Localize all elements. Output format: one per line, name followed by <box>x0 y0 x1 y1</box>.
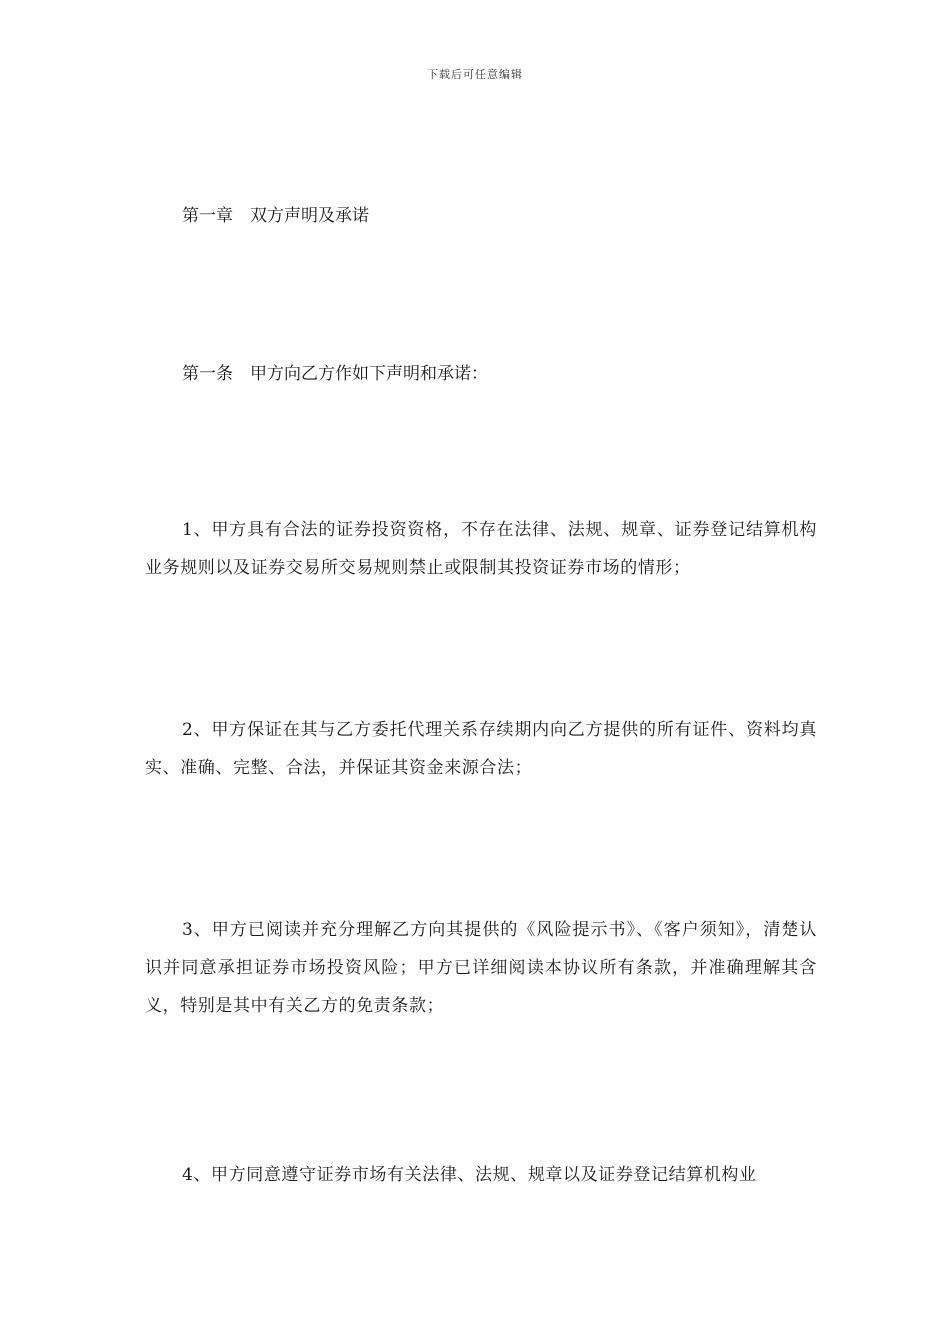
paragraph-2: 2、甲方保证在其与乙方委托代理关系存续期内向乙方提供的所有证件、资料均真实、准确、完整、合法，并保证其资金来源合法； <box>145 720 817 778</box>
chapter-title: 第一章 双方声明及承诺 <box>182 206 369 226</box>
header-note: 下载后可任意编辑 <box>427 68 523 81</box>
paragraph-3: 3、甲方已阅读并充分理解乙方向其提供的《风险提示书》、《客户须知》，清楚认识并同意承担证券市场投资风险；甲方已详细阅读本协议所有条款，并准确理解其含义，特别是其中有关乙方的免责条款； <box>145 920 817 1016</box>
paragraph-4: 4、甲方同意遵守证券市场有关法律、法规、规章以及证券登记结算机构业 <box>182 1165 757 1185</box>
article-title: 第一条 甲方向乙方作如下声明和承诺： <box>182 364 488 384</box>
paragraph-1: 1、甲方具有合法的证券投资资格，不存在法律、法规、规章、证券登记结算机构业务规则以及证券交易所交易规则禁止或限制其投资证券市场的情形； <box>145 520 817 578</box>
